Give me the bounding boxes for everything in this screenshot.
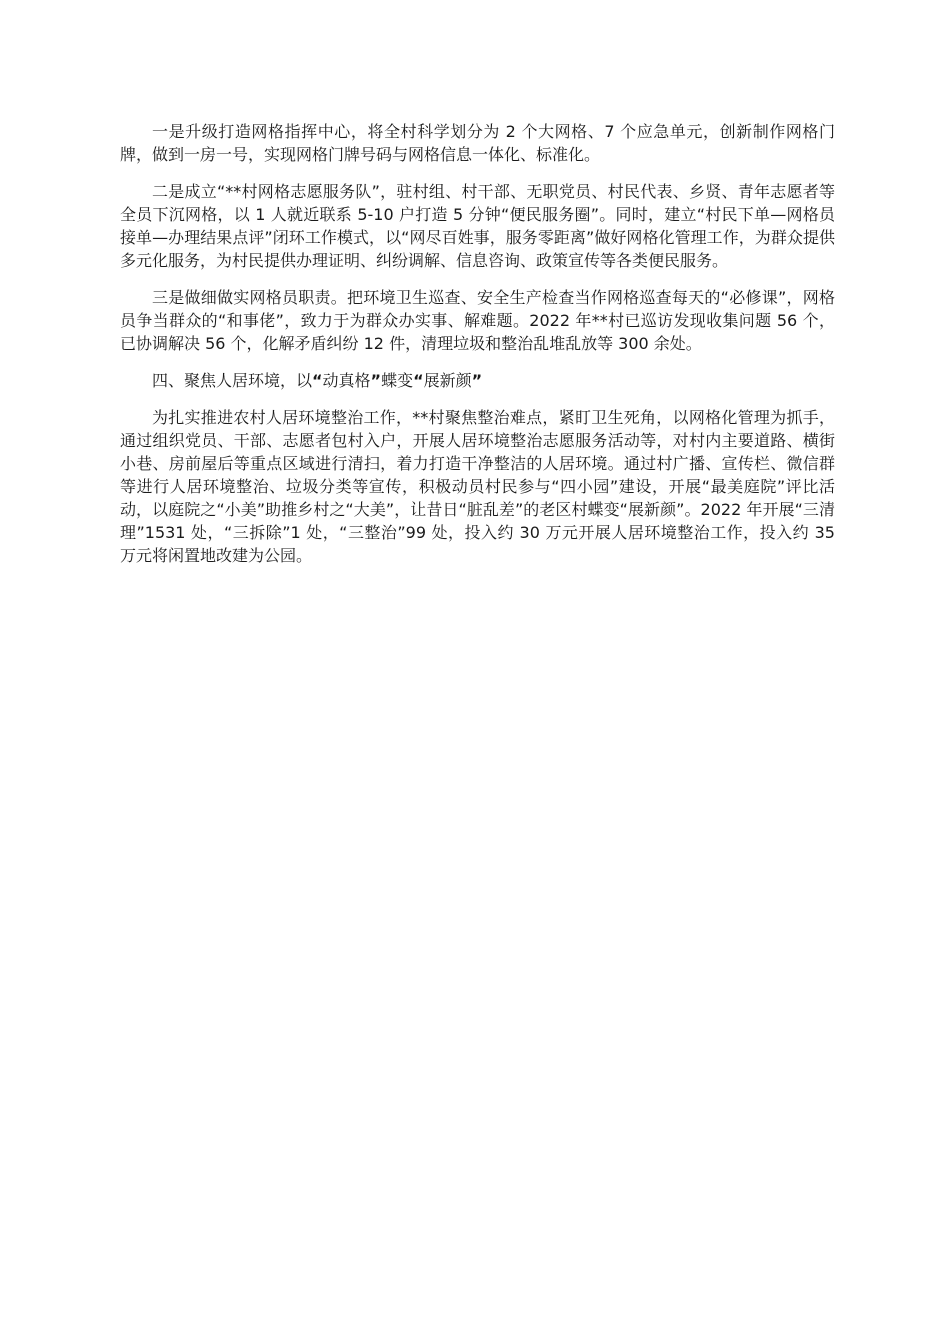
paragraph-grid-duties: 三是做细做实网格员职责。把环境卫生巡查、安全生产检查当作网格巡查每天的“必修课”，网格员争当群众的“和事佬”，致力于为群众办实事、解难题。2022 年**村已巡访发现收集问题 56 个，已协调解决 56 个，化解矛盾纠纷 12 件，清理垃圾和整治乱堆乱放等 300 余处。 [120, 288, 835, 353]
heading-word-1: 动真格 [322, 371, 371, 390]
heading-prefix: 四、聚焦人居环境，以 [152, 371, 313, 390]
document-page [120, 120, 835, 581]
paragraph-living-environment: 为扎实推进农村人居环境整治工作，**村聚焦整治难点，紧盯卫生死角，以网格化管理为抓手，通过组织党员、干部、志愿者包村入户，开展人居环境整治志愿服务活动等，对村内主要道路、横街小巷、房前屋后等重点区域进行清扫，着力打造干净整洁的人居环境。通过村广播、宣传栏、微信群等进行人居环境整治、垃圾分类等宣传，积极动员村民参与“四小园”建设，开展“最美庭院”评比活动，以庭院之“小美”助推乡村之“大美”，让昔日“脏乱差”的老区村蝶变“展新颜”。2022 年开展“三清理”1531 处，“三拆除”1 处，“三整治”99 处，投入约 30 万元开展人居环境整治工作，投入约 35 万元将闲置地改建为公园。 [120, 408, 835, 565]
heading-quote-open-1: “ [312, 371, 323, 390]
heading-word-2: 展新颜 [423, 371, 472, 390]
heading-quote-open-2: “ [413, 371, 424, 390]
heading-mid: 蝶变 [381, 371, 414, 390]
paragraph-grid-command-center: 一是升级打造网格指挥中心，将全村科学划分为 2 个大网格、7 个应急单元，创新制作网格门牌，做到一房一号，实现网格门牌号码与网格信息一体化、标准化。 [120, 122, 835, 164]
paragraph-volunteer-team: 二是成立“**村网格志愿服务队”，驻村组、村干部、无职党员、村民代表、乡贤、青年志愿者等全员下沉网格，以 1 人就近联系 5-10 户打造 5 分钟“便民服务圈”。同时，建立“村民下单—网格员接单—办理结果点评”闭环工作模式，以“网尽百姓事，服务零距离”做好网格化管理工作，为群众提供多元化服务，为村民提供办理证明、纠纷调解、信息咨询、政策宣传等各类便民服务。 [120, 182, 835, 270]
section-heading [120, 369, 835, 392]
heading-quote-close-2: ” [471, 371, 483, 390]
heading-quote-close-1: ” [370, 371, 382, 390]
